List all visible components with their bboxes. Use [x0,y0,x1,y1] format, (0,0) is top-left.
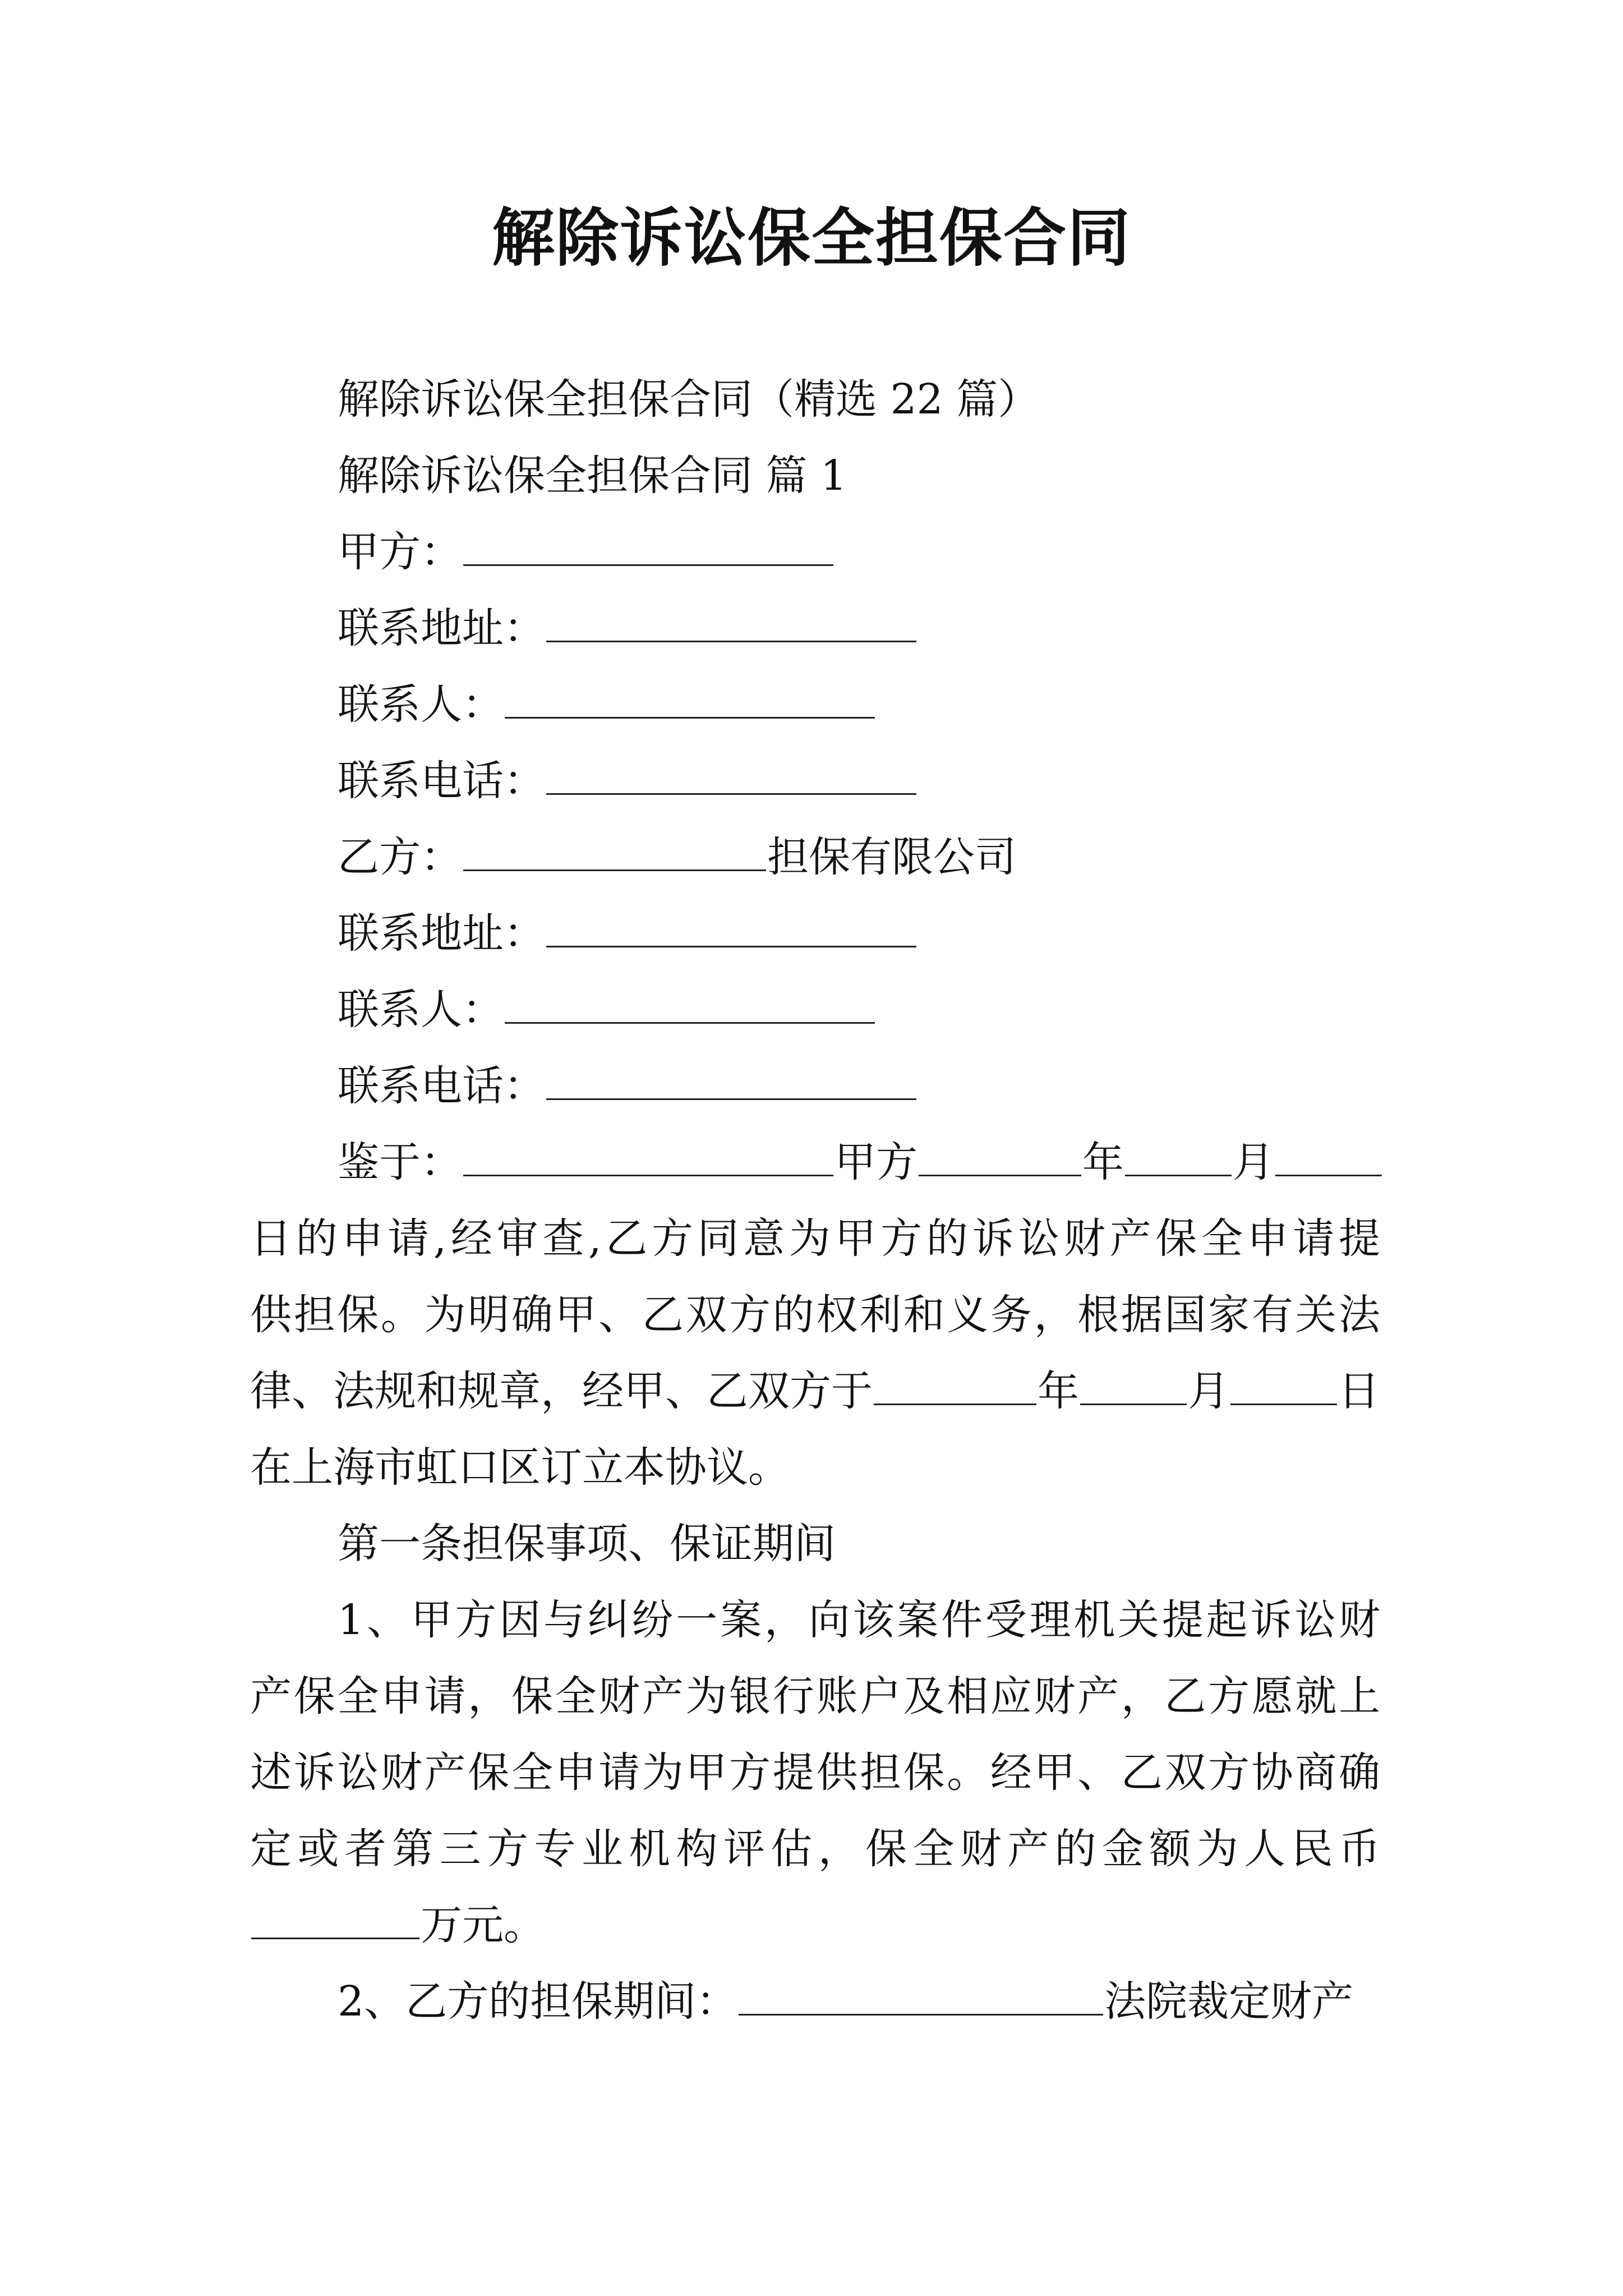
whereas-line-4-start: 律、法规和规章，经甲、乙双方于 [250,1367,873,1415]
whereas-line-4 [250,1363,1380,1419]
article-1-p1-line-4: 定或者第三方专业机构评估，保全财产的金额为人民币 [250,1825,1380,1873]
article-1-p1-line-5 [250,1897,545,1953]
article-1-p1-line-3: 述诉讼财产保全申请为甲方提供担保。经甲、乙双方协商确 [250,1749,1380,1797]
amount-blank [251,1898,419,1939]
whereas-year2-blank [874,1364,1036,1405]
party-a-phone-label: 联系电话： [338,757,545,805]
party-b-contact-row [338,982,876,1038]
document-subtitle: 解除诉讼保全担保合同（精选 22 篇） [338,375,1040,424]
party-b-phone-blank [546,1059,916,1100]
article-1-p1-line-2: 产保全申请，保全财产为银行账户及相应财产，乙方愿就上 [250,1672,1380,1720]
whereas-month2: 月 [1188,1367,1229,1415]
whereas-year-blank [919,1135,1081,1176]
whereas-lead: 鉴于： [338,1138,462,1186]
party-a-address-label: 联系地址： [338,604,545,652]
party-b-label: 乙方： [338,833,462,881]
article-1-heading: 第一条担保事项、保证期间 [338,1520,836,1568]
whereas-year2: 年 [1038,1367,1079,1415]
party-a-contact-blank [505,678,875,719]
whereas-year: 年 [1082,1138,1124,1186]
whereas-line-1 [338,1134,1383,1190]
whereas-line-5: 在上海市虹口区订立本协议。 [250,1443,790,1492]
whereas-month2-blank [1080,1364,1187,1405]
whereas-day-blank [1275,1135,1382,1176]
guarantee-period-label: 2、乙方的担保期间： [338,1977,738,2026]
whereas-blank [463,1135,833,1176]
document-title: 解除诉讼保全担保合同 [492,202,1131,275]
party-a-contact-row [338,677,876,733]
whereas-month: 月 [1233,1138,1274,1186]
whereas-line-2: 日的申请,经审查,乙方同意为甲方的诉讼财产保全申请提 [250,1214,1380,1263]
amount-unit: 万元。 [421,1901,545,1949]
party-a-contact-label: 联系人： [338,680,504,729]
guarantee-period-blank [739,1975,1103,2016]
party-a-blank [463,525,833,566]
whereas-day2-blank [1230,1364,1337,1405]
whereas-day2: 日 [1338,1367,1380,1415]
party-b-blank [463,830,766,871]
party-b-address-row [338,905,917,961]
party-b-company-suffix: 担保有限公司 [767,833,1016,881]
section-heading: 解除诉讼保全担保合同 篇 1 [338,452,847,500]
guarantee-period-tail: 法院裁定财产 [1104,1977,1354,2026]
article-1-p1-line-1: 1、甲方因与纠纷一案，向该案件受理机关提起诉讼财 [338,1596,1380,1644]
party-a-address-row [338,600,917,656]
article-1-p2-line-1 [338,1973,1353,2030]
party-b-contact-blank [505,983,875,1024]
party-b-address-label: 联系地址： [338,909,545,958]
party-b-phone-row [338,1058,917,1114]
party-b-phone-label: 联系电话： [338,1062,545,1110]
party-b-contact-label: 联系人： [338,986,504,1034]
whereas-line-3: 供担保。为明确甲、乙双方的权利和义务，根据国家有关法 [250,1291,1380,1339]
party-b-address-blank [546,907,916,947]
party-a-address-blank [546,601,916,642]
party-a-label: 甲方： [338,528,462,576]
party-a-phone-blank [546,754,916,795]
party-a-phone-row [338,753,917,809]
party-b-row [338,829,1016,885]
whereas-month-blank [1125,1135,1232,1176]
whereas-party: 甲方 [834,1138,917,1186]
party-a-row [338,524,834,580]
